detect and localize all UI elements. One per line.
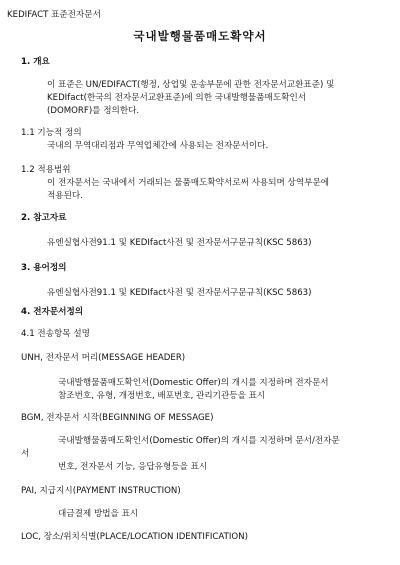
section-1-body-line-1: 이 표준은 UN/EDIFACT(행정, 상업및 운송부문에 관한 전자문서교환표준) 및	[47, 80, 335, 90]
subsection-1-2-body-line-1: 이 전자문서는 국내에서 거래되는 물품매도확약서로써 사용되며 상역부문에	[47, 178, 330, 188]
subsection-1-1-heading: 1.1 기능적 정의	[21, 128, 82, 138]
document-type-header: KEDIFACT 표준전자문서	[7, 10, 101, 20]
bgm-description-line-2: 서	[21, 449, 30, 459]
section-1-body-line-3: (DOMORF)를 정의한다.	[47, 106, 140, 116]
section-1-body-line-2: KEDIfact(한국의 전자문서교환표준)에 의한 국내발행물품매도확인서	[47, 93, 307, 103]
subsection-4-1-heading: 4.1 전송항목 설명	[21, 329, 90, 339]
section-4-heading: 4. 전자문서정의	[21, 307, 84, 317]
bgm-description-line-1: 국내발행물품매도확인서(Domestic Offer)의 개시를 지정하며 문서/전자문	[58, 436, 340, 446]
document-title: 국내발행물품매도확약서	[133, 29, 267, 43]
section-1-heading: 1. 개요	[21, 57, 50, 67]
subsection-1-2-body-line-2: 적용된다.	[47, 191, 83, 201]
pai-segment-label: PAI, 지급지시(PAYMENT INSTRUCTION)	[21, 486, 181, 496]
bgm-description-line-3: 번호, 전자문서 기능, 응답유형등을 표시	[58, 462, 208, 472]
loc-segment-label: LOC, 장소/위치식별(PLACE/LOCATION IDENTIFICATION)	[21, 532, 248, 542]
section-3-body: 유엔실협사전91.1 및 KEDIfact사전 및 전자문서구문규칙(KSC 5863)	[47, 288, 312, 298]
section-3-heading: 3. 용어정의	[21, 263, 67, 273]
unh-segment-label: UNH, 전자문서 머리(MESSAGE HEADER)	[21, 353, 186, 363]
unh-description-line-2: 참조번호, 유형, 개정번호, 배포번호, 관리기관등을 표시	[58, 391, 266, 401]
subsection-1-2-heading: 1.2 적용범위	[21, 165, 71, 175]
pai-description: 대금결제 방법을 표시	[58, 509, 139, 519]
subsection-1-1-body: 국내의 무역대리점과 무역업체간에 사용되는 전자문서이다.	[47, 141, 269, 151]
bgm-segment-label: BGM, 전자문서 시작(BEGINNING OF MESSAGE)	[21, 413, 214, 423]
section-2-heading: 2. 참고자료	[21, 213, 67, 223]
unh-description-line-1: 국내발행물품매도확인서(Domestic Offer)의 개시를 지정하며 전자문서	[58, 378, 329, 388]
section-2-body: 유엔실협사전91.1 및 KEDIfact사전 및 전자문서구문규칙(KSC 5863)	[47, 238, 312, 248]
